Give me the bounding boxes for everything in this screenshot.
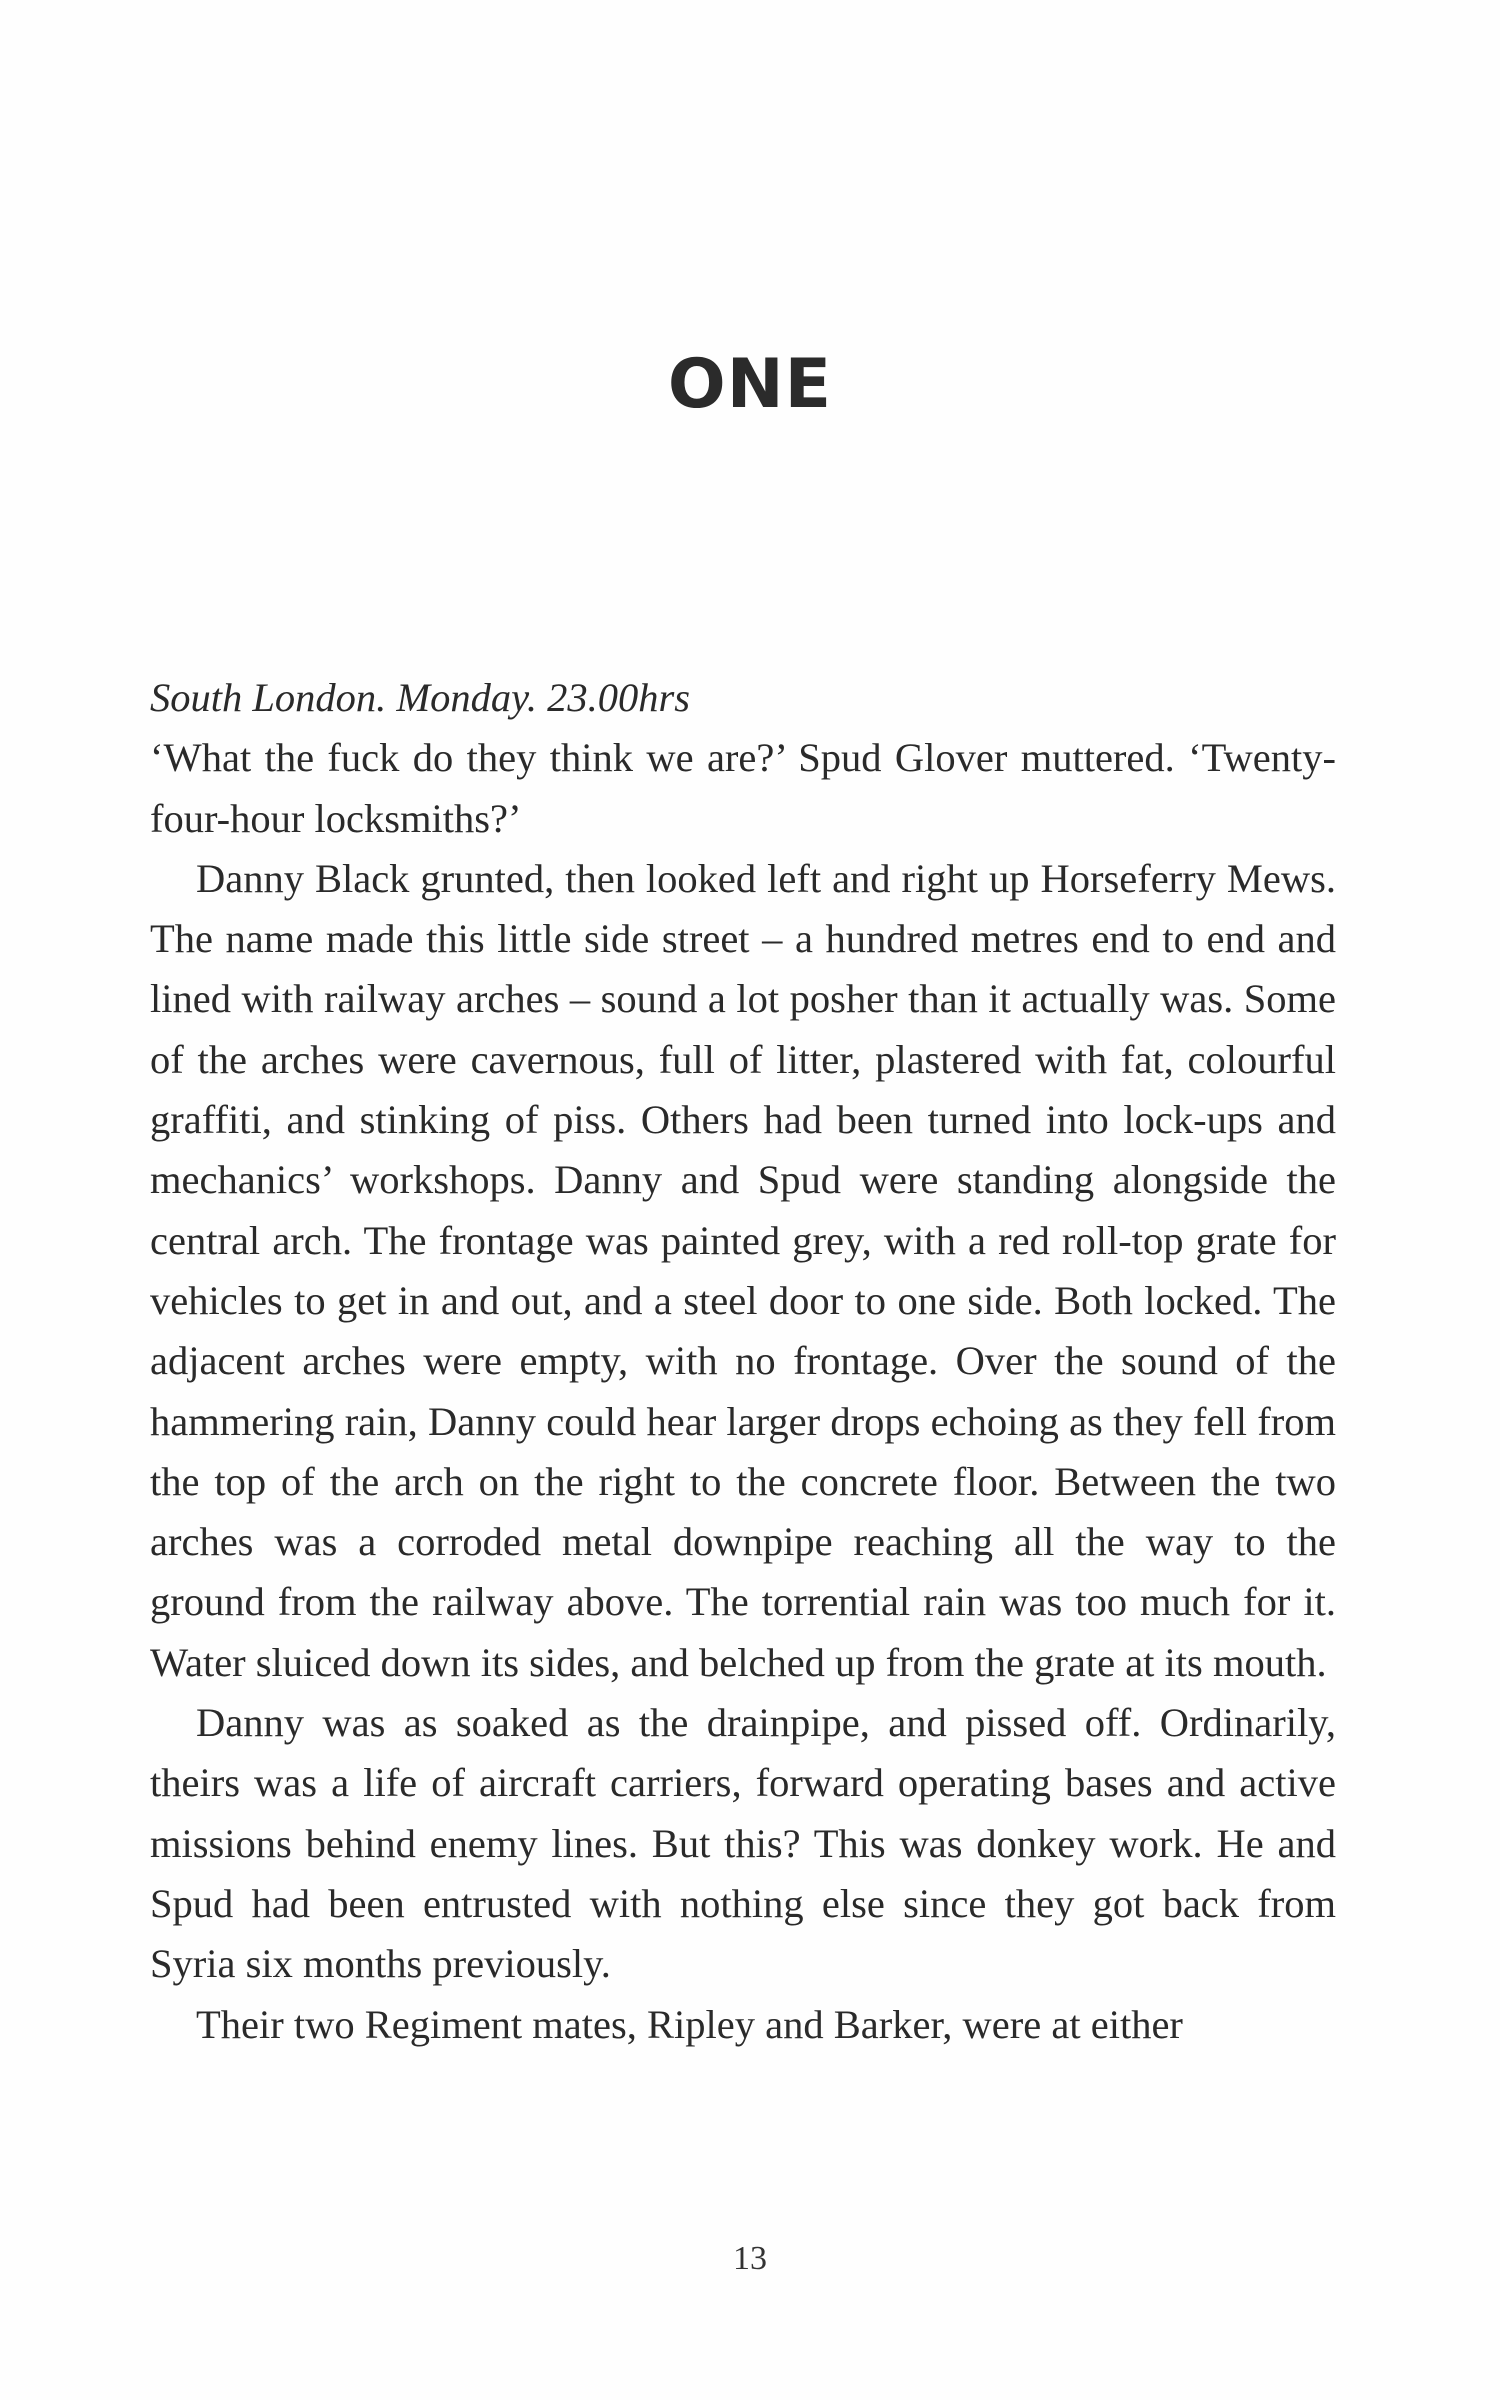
paragraph-2: Danny Black grunted, then looked left and right up Horseferry Mews. The name made this little side street – a hundred metres end to end and lined with railway arches – sound a lot posher than it actually was. Some of the arches were cavernous, full of litter, plastered with fat, colourful graffiti, and stinking of piss. Others had been turned into lock-ups and mechanics’ workshops. Danny and Spud were standing alongside the central arch. The frontage was painted grey, with a red roll-top grate for vehicles to get in and out, and a steel door to one side. Both locked. The adjacent arches were empty, with no frontage. Over the sound of the hammering rain, Danny could hear larger drops echoing as they fell from the top of the arch on the right to the concrete floor. Between the two arches was a corroded metal downpipe reaching all the way to the ground from the railway above. The torrential rain was too much for it. Water sluiced down its sides, and belched up from the grate at its mouth. [150, 855, 1336, 1685]
paragraph-1: ‘What the fuck do they think we are?’ Spud Glover muttered. ‘Twenty-four-hour locksmiths?’ [150, 735, 1336, 841]
page-number: 13 [733, 2240, 767, 2277]
paragraph-4: Their two Regiment mates, Ripley and Barker, were at either [196, 2001, 1183, 2047]
paragraph-3: Danny was as soaked as the drainpipe, and pissed off. Ordinarily, theirs was a life of aircraft carriers, forward operating bases and active missions behind enemy lines. But this? This was donkey work. He and Spud had been entrusted with nothing else since they got back from Syria six months previously. [150, 1700, 1336, 1987]
body-text [150, 668, 1336, 2055]
chapter-title: ONE [667, 345, 833, 424]
scene-heading: South London. Monday. 23.00hrs [150, 675, 691, 720]
